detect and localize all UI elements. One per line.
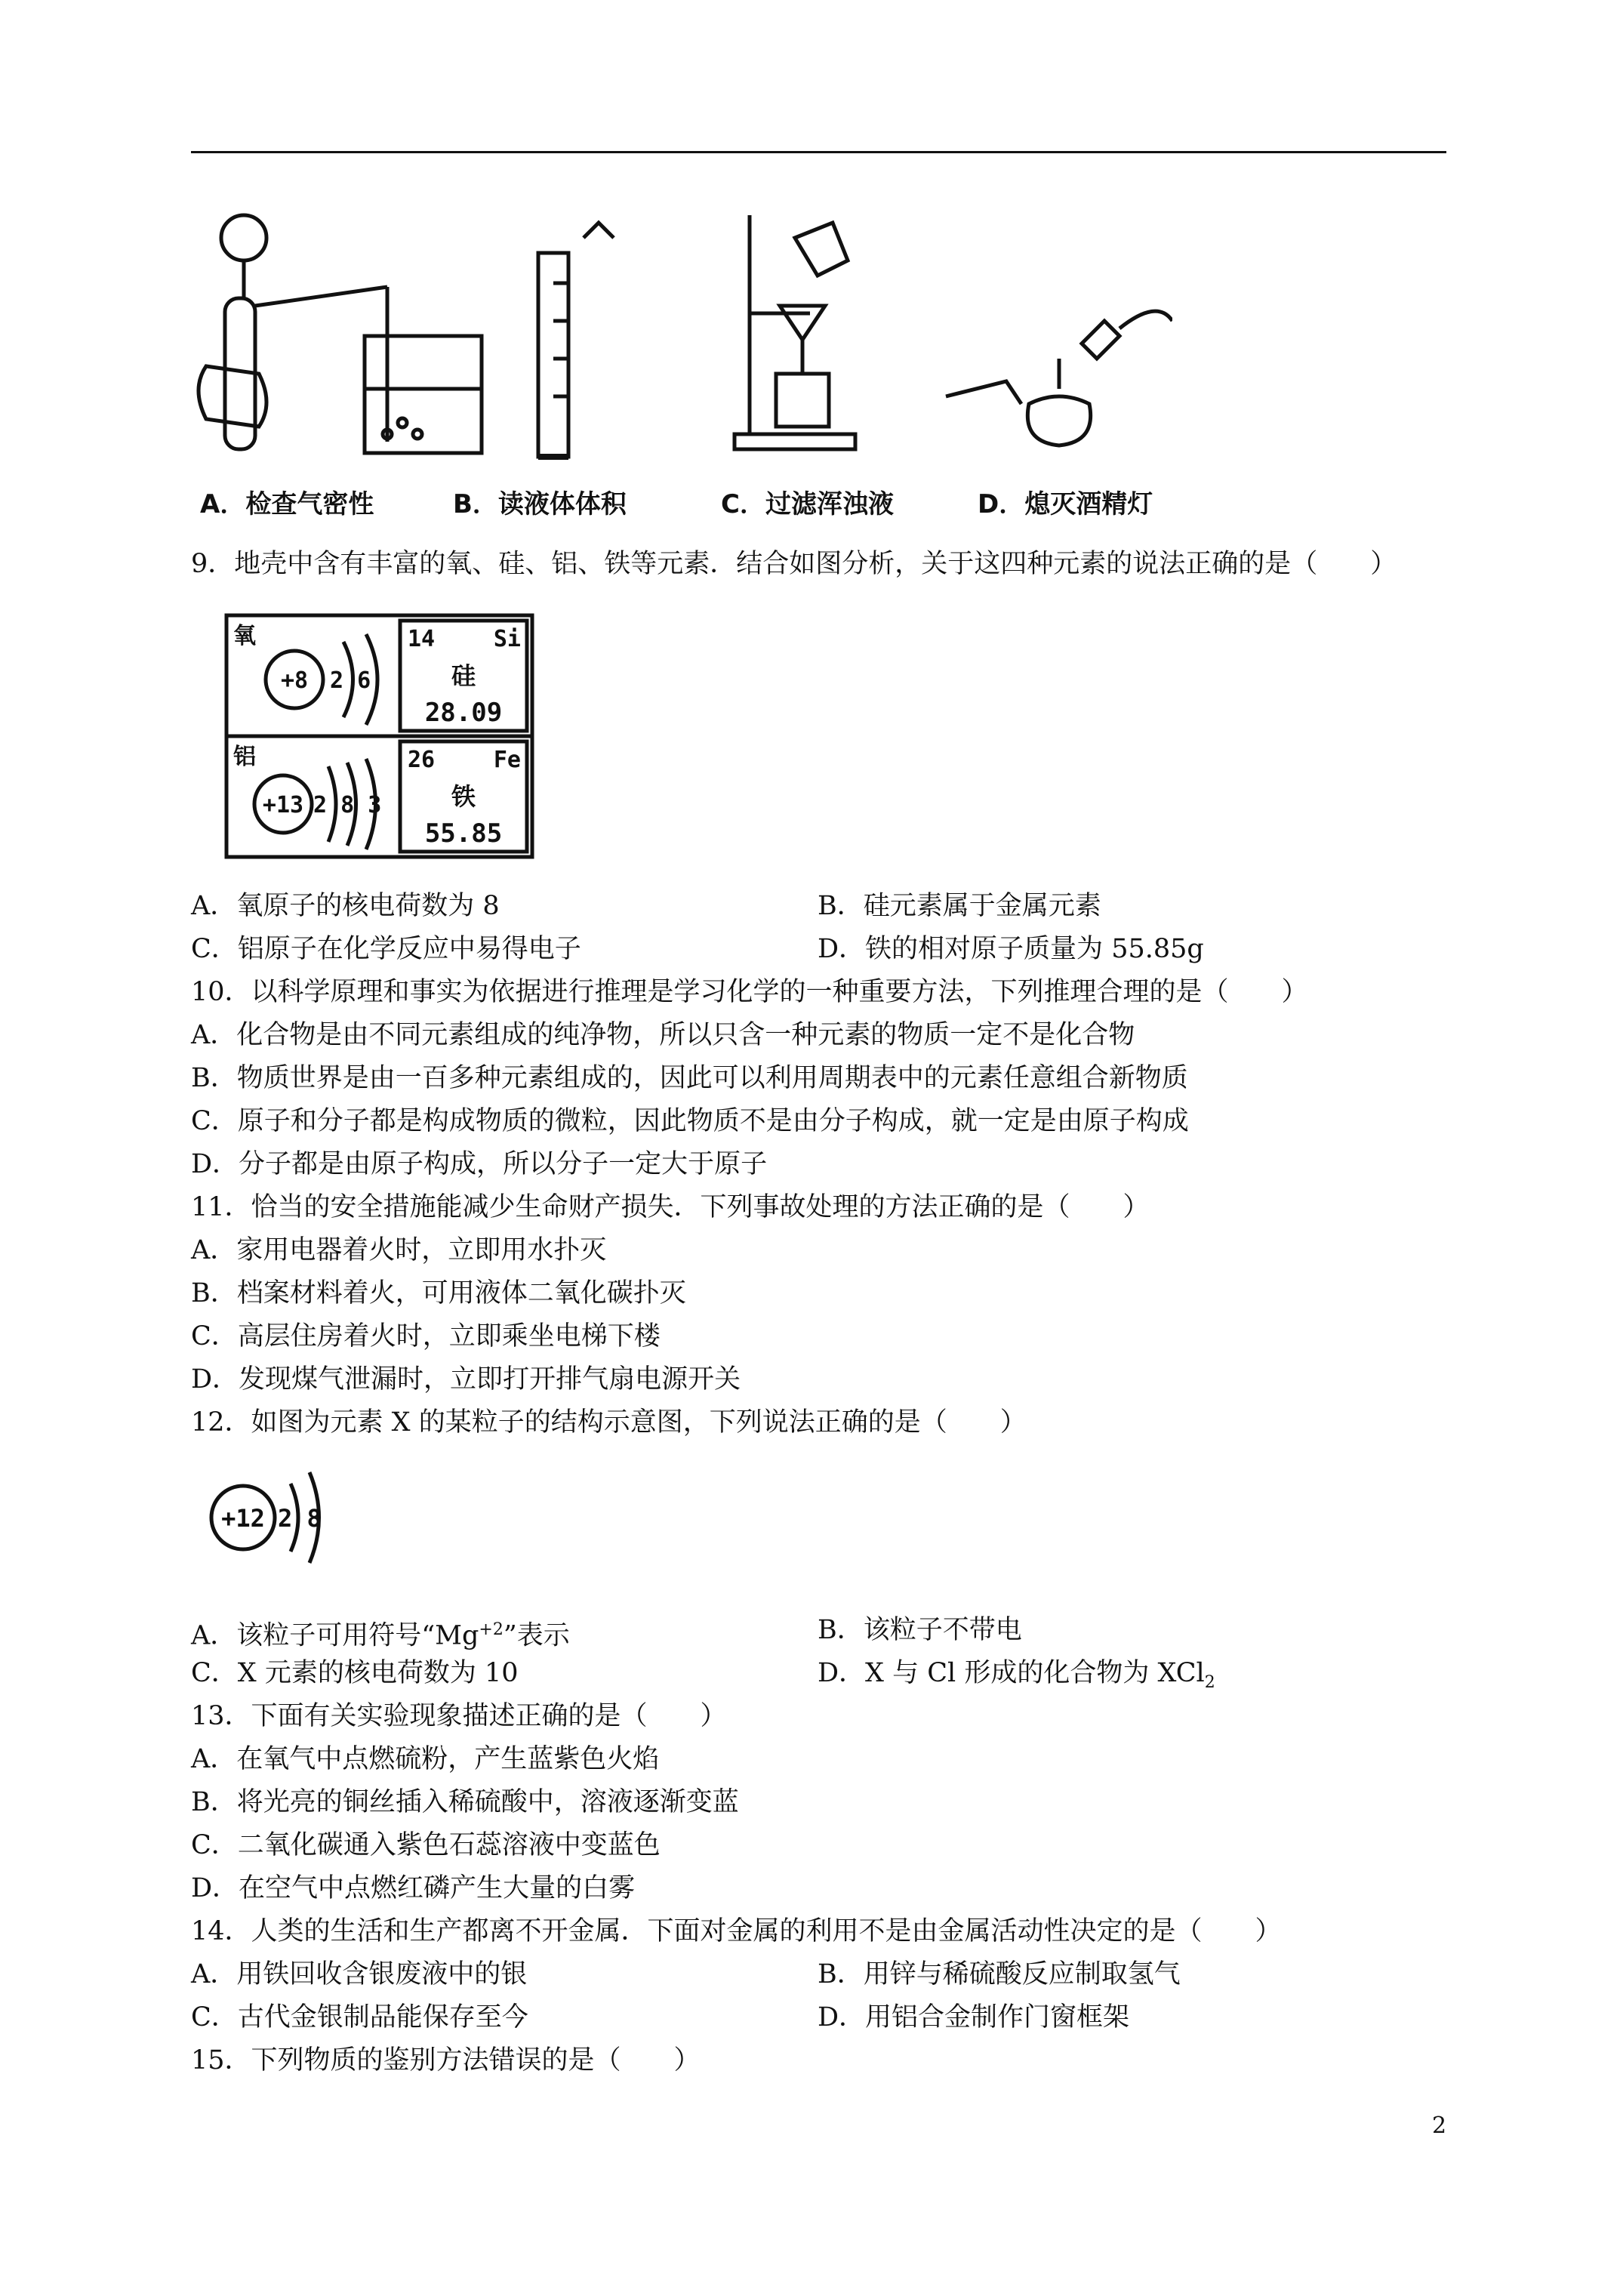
aluminum-shells: 2 8 3 [313,792,382,818]
q11-stem: 11．恰当的安全措施能减少生命财产损失．下列事故处理的方法正确的是（ ） [191,1192,1150,1222]
alcohol-lamp-drawing [946,311,1172,445]
q10-stem: 10．以科学原理和事实为依据进行推理是学习化学的一种重要方法，下列推理合理的是（ ） [191,977,1308,1007]
oxygen-shells: 2 6 [330,667,371,694]
airtight-check-drawing [199,215,482,453]
iron-mass: 55.85 [424,818,503,849]
q12-option-b: B．该粒子不带电 [818,1615,1022,1645]
q10-option-c: C．原子和分子都是构成物质的微粒，因此物质不是由分子构成，就一定是由原子构成 [191,1106,1189,1136]
q12-nucleus: +12 [221,1504,265,1533]
q10-option-a: A．化合物是由不同元素组成的纯净物，所以只含一种元素的物质一定不是化合物 [191,1020,1135,1050]
q9-element-figure [223,612,540,861]
q14-option-d: D．用铝合金制作门窗框架 [818,2002,1130,2032]
q11-option-a: A．家用电器着火时，立即用水扑灭 [191,1235,607,1265]
q14-option-c: C．古代金银制品能保存至今 [191,2002,528,2032]
q11-option-c: C．高层住房着火时，立即乘坐电梯下楼 [191,1321,661,1351]
iron-symbol: Fe [493,747,521,773]
q9-stem: 9．地壳中含有丰富的氧、硅、铝、铁等元素．结合如图分析，关于这四种元素的说法正确的是（ ） [191,549,1397,579]
q11-option-d: D．发现煤气泄漏时，立即打开排气扇电源开关 [191,1364,741,1395]
silicon-mass: 28.09 [424,698,503,728]
q9-option-a: A．氧原子的核电荷数为 8 [191,891,500,921]
q8-caption-b: B．读液体体积 [453,489,627,519]
q15-stem: 15．下列物质的鉴别方法错误的是（ ） [191,2045,701,2076]
q12-option-a: A．该粒子可用符号“$Mg^{+2}$”表示 [191,1620,570,1651]
silicon-name: 硅 [451,661,476,690]
graduated-cylinder-drawing [538,223,614,457]
header-rule [191,151,1446,153]
silicon-symbol: Si [493,626,521,652]
q8-caption-a: A．检查气密性 [200,489,374,519]
q9-option-c: C．铝原子在化学反应中易得电子 [191,934,581,964]
page-number: 2 [1432,2113,1447,2139]
oxygen-nucleus: +8 [280,667,309,694]
q12-option-c: C．X 元素的核电荷数为 10 [191,1658,519,1688]
q12-shells: 2 8 [278,1504,322,1533]
q12-stem: 12．如图为元素 X 的某粒子的结构示意图，下列说法正确的是（ ） [191,1407,1027,1438]
iron-number: 26 [408,747,436,773]
q13-option-b: B．将光亮的铜丝插入稀硫酸中，溶液逐渐变蓝 [191,1787,739,1817]
iron-name: 铁 [451,782,476,811]
filtration-drawing [735,215,855,449]
q9-option-b: B．硅元素属于金属元素 [818,891,1101,921]
q13-option-a: A．在氧气中点燃硫粉，产生蓝紫色火焰 [191,1744,660,1774]
q14-option-b: B．用锌与稀硫酸反应制取氢气 [818,1959,1181,1989]
q11-option-b: B．档案材料着火，可用液体二氧化碳扑灭 [191,1278,686,1308]
q8-caption-d: D．熄灭酒精灯 [978,489,1153,519]
q8-caption-c: C．过滤浑浊液 [721,489,894,519]
q8-apparatus-figure [191,208,1172,468]
q12-option-d: D．X 与 Cl 形成的化合物为 XCl$_2$ [818,1658,1215,1692]
aluminum-nucleus: +13 [262,792,304,818]
q14-stem: 14．人类的生活和生产都离不开金属．下面对金属的利用不是由金属活动性决定的是（ ） [191,1916,1282,1946]
q10-option-d: D．分子都是由原子构成，所以分子一定大于原子 [191,1149,768,1179]
q13-option-c: C．二氧化碳通入紫色石蕊溶液中变蓝色 [191,1830,661,1860]
q13-stem: 13．下面有关实验现象描述正确的是（ ） [191,1701,727,1731]
aluminum-label: 铝 [233,744,256,770]
q12-particle-figure [204,1465,332,1570]
q14-option-a: A．用铁回收含银废液中的银 [191,1959,528,1989]
q13-option-d: D．在空气中点燃红磷产生大量的白雾 [191,1873,636,1903]
oxygen-label: 氧 [233,623,256,649]
q10-option-b: B．物质世界是由一百多种元素组成的，因此可以利用周期表中的元素任意组合新物质 [191,1063,1188,1093]
q9-option-d: D．铁的相对原子质量为 55.85g [818,934,1204,964]
silicon-number: 14 [408,626,436,652]
